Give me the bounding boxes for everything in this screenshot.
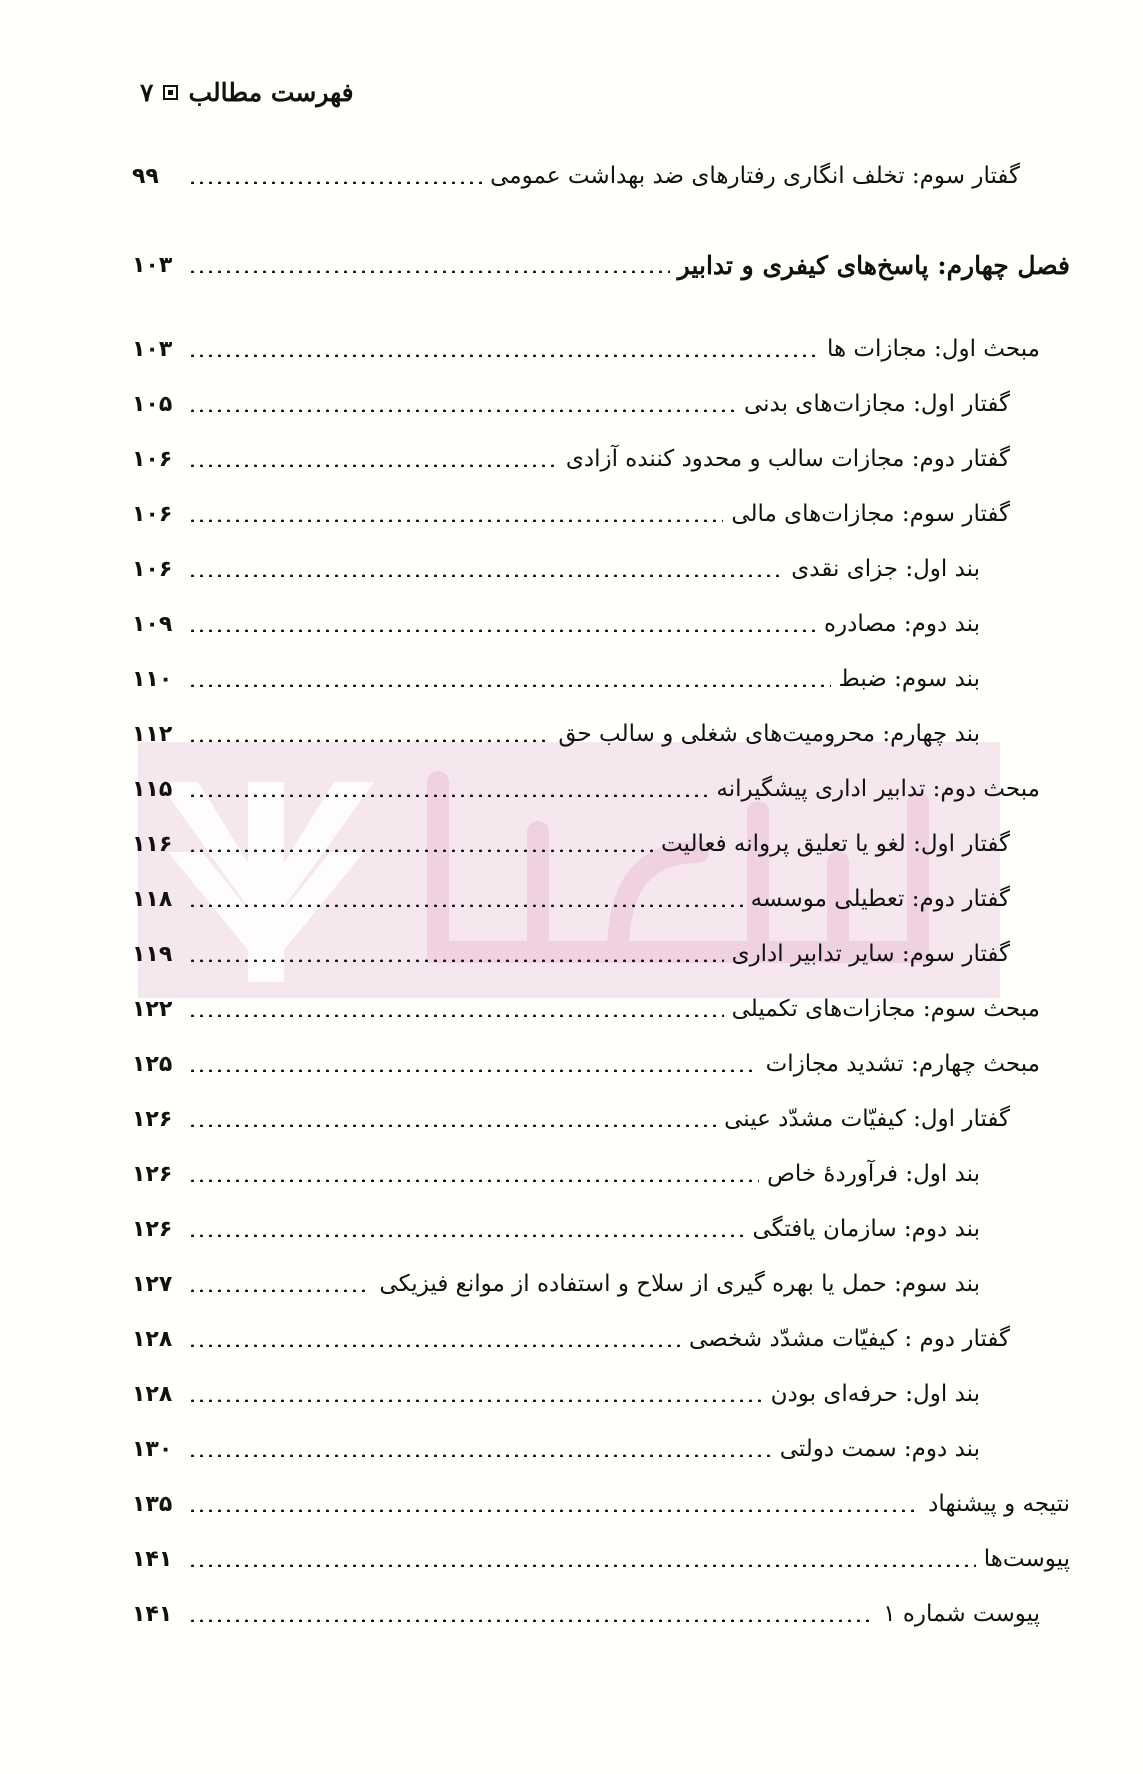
dot-leader xyxy=(188,1234,744,1237)
toc-page-number: ۱۱۹ xyxy=(132,941,173,967)
toc-entry xyxy=(132,658,980,700)
dot-leader xyxy=(188,684,831,687)
dot-leader xyxy=(188,794,708,797)
toc-entry-title: مبحث اول: مجازات ها xyxy=(826,336,1040,362)
toc-entry xyxy=(132,933,1010,975)
toc-entry-title: گفتار اول: لغو یا تعلیق پروانه فعالیت xyxy=(660,831,1010,857)
toc-page-number: ۱۰۳ xyxy=(132,336,173,362)
dot-leader xyxy=(188,181,482,184)
toc-entry-title: بند اول: فرآوردهٔ خاص xyxy=(767,1161,980,1187)
toc-entry-title: گفتار سوم: مجازات‌های مالی xyxy=(731,501,1010,527)
toc-entry xyxy=(132,548,980,590)
toc-entry xyxy=(132,823,1010,865)
toc-entry-title: فصل چهارم: پاسخ‌های کیفری و تدابیر xyxy=(677,250,1070,280)
toc-entry-title: گفتار دوم : کیفیّات مشدّد شخصی xyxy=(688,1326,1010,1352)
toc-entry-title: بند اول: حرفه‌ای بودن xyxy=(770,1381,980,1407)
dot-leader xyxy=(188,1564,976,1567)
toc-entry xyxy=(132,438,1010,480)
toc-entry-title: گفتار سوم: تخلف انگاری رفتارهای ضد بهداشت عمومی xyxy=(490,163,1020,189)
toc-entry-title: بند سوم: ضبط xyxy=(838,666,980,692)
toc-entry xyxy=(132,1153,980,1195)
toc-entry-title: بند دوم: مصادره xyxy=(823,611,980,637)
toc-page-number: ۱۱۸ xyxy=(132,886,173,912)
dot-leader xyxy=(188,1454,772,1457)
toc-entry xyxy=(132,1208,980,1250)
dot-leader xyxy=(188,270,670,273)
toc-page-number: ۱۰۶ xyxy=(132,556,173,582)
toc-entry-title: گفتار سوم: سایر تدابیر اداری xyxy=(731,941,1010,967)
dot-leader xyxy=(188,904,743,907)
toc-entry xyxy=(132,1098,1010,1140)
header-page-number: ۷ xyxy=(140,77,154,107)
toc-entry-title: بند اول: جزای نقدی xyxy=(791,556,980,582)
toc-entry xyxy=(132,328,1040,370)
toc-page-number: ۱۲۸ xyxy=(132,1381,173,1407)
toc-entry xyxy=(132,1043,1040,1085)
toc-entry-title: پیوست شماره ۱ xyxy=(883,1601,1040,1627)
dot-leader xyxy=(188,629,816,632)
toc-page-number: ۱۴۱ xyxy=(132,1546,173,1572)
toc-page-number: ۱۱۰ xyxy=(132,666,173,692)
dot-leader xyxy=(188,959,724,962)
dot-leader xyxy=(188,1124,716,1127)
toc-entry xyxy=(132,988,1040,1030)
toc-entry-title: گفتار دوم: مجازات سالب و محدود کننده آزادی xyxy=(565,446,1010,472)
toc-entry-title: بند دوم: سازمان یافتگی xyxy=(752,1216,980,1242)
dot-leader xyxy=(188,1509,920,1512)
dot-leader xyxy=(188,1179,759,1182)
toc-entry xyxy=(132,713,980,755)
toc-entry xyxy=(132,1483,1070,1525)
toc-page-number: ۱۲۷ xyxy=(132,1271,173,1297)
dot-leader xyxy=(188,519,723,522)
toc-page-number: ۱۲۶ xyxy=(132,1161,173,1187)
dot-leader xyxy=(188,464,558,467)
toc-entry xyxy=(132,1318,1010,1360)
toc-entry xyxy=(132,1428,980,1470)
toc-page-number: ۱۲۲ xyxy=(132,996,173,1022)
dot-leader xyxy=(188,1014,724,1017)
toc-page-number: ۹۹ xyxy=(132,163,159,189)
toc-entry xyxy=(132,768,1040,810)
header-title: فهرست مطالب xyxy=(188,77,354,107)
toc-entry xyxy=(132,1373,980,1415)
toc-page-number: ۱۰۳ xyxy=(132,252,173,278)
toc-entry-title: بند چهارم: محرومیت‌های شغلی و سالب حق xyxy=(558,721,980,747)
toc-page-number: ۱۰۹ xyxy=(132,611,173,637)
dot-leader xyxy=(188,739,550,742)
toc-page-number: ۱۰۶ xyxy=(132,446,173,472)
toc-entry-title: گفتار اول: کیفیّات مشدّد عینی xyxy=(724,1106,1010,1132)
toc-entry-title: مبحث سوم: مجازات‌های تکمیلی xyxy=(731,996,1040,1022)
toc-entry-title: نتیجه و پیشنهاد xyxy=(928,1491,1070,1517)
toc-entry-title: مبحث چهارم: تشدید مجازات xyxy=(765,1051,1040,1077)
toc-entry xyxy=(132,1263,980,1305)
toc-page-number: ۱۱۲ xyxy=(132,721,173,747)
dot-leader xyxy=(188,1289,371,1292)
toc-entry-title: بند سوم: حمل یا بهره گیری از سلاح و استفاده از موانع فیزیکی xyxy=(379,1271,980,1297)
dot-leader xyxy=(188,849,653,852)
toc-page-number: ۱۰۵ xyxy=(132,391,173,417)
dot-leader xyxy=(188,409,736,412)
toc-page-number: ۱۳۰ xyxy=(132,1436,173,1462)
dot-leader xyxy=(188,574,783,577)
toc-page-number: ۱۲۶ xyxy=(132,1106,173,1132)
toc-entry-title: مبحث دوم: تدابیر اداری پیشگیرانه xyxy=(716,776,1040,802)
toc-page-number: ۱۲۵ xyxy=(132,1051,173,1077)
toc-entry xyxy=(132,1593,1040,1635)
toc-entry-title: گفتار دوم: تعطیلی موسسه xyxy=(750,886,1010,912)
toc-page-number: ۱۲۸ xyxy=(132,1326,173,1352)
dot-leader xyxy=(188,1069,758,1072)
dot-leader xyxy=(188,1344,681,1347)
toc-entry xyxy=(132,493,1010,535)
toc-entry xyxy=(132,878,1010,920)
toc-page-number: ۱۳۵ xyxy=(132,1491,173,1517)
toc-entry xyxy=(132,1538,1070,1580)
toc-page-number: ۱۰۶ xyxy=(132,501,173,527)
dot-leader xyxy=(188,354,819,357)
toc-entry xyxy=(132,383,1010,425)
toc-page-number: ۱۱۶ xyxy=(132,831,173,857)
toc-entry-title: گفتار اول: مجازات‌های بدنی xyxy=(743,391,1010,417)
toc-entry xyxy=(132,603,980,645)
toc-page-number: ۱۲۶ xyxy=(132,1216,173,1242)
dot-leader xyxy=(188,1399,763,1402)
toc-page-number: ۱۴۱ xyxy=(132,1601,173,1627)
toc-entry-title: بند دوم: سمت دولتی xyxy=(779,1436,980,1462)
dot-leader xyxy=(188,1619,875,1622)
toc-entry-title: پیوست‌ها xyxy=(983,1546,1070,1572)
toc-entry xyxy=(132,244,1070,286)
toc-page-number: ۱۱۵ xyxy=(132,776,173,802)
toc-entry xyxy=(132,155,1020,197)
